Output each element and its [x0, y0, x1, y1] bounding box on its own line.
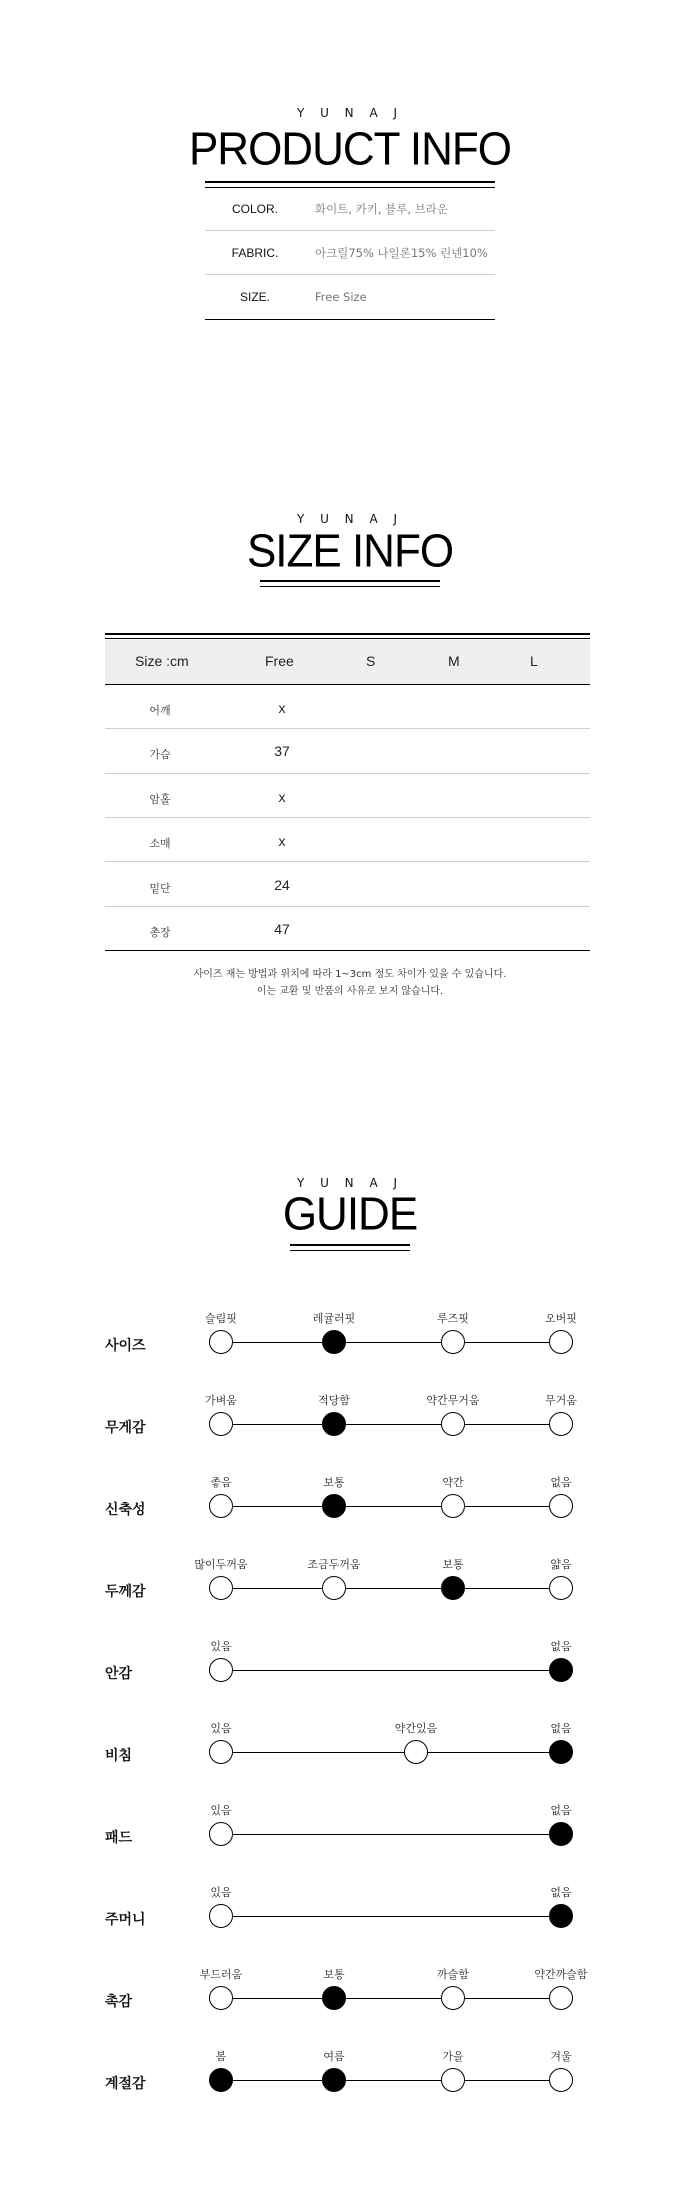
size-table-header-m: M: [448, 653, 460, 669]
guide-option-dot: [441, 1330, 465, 1354]
guide-option-label: 있음: [210, 1886, 232, 1899]
size-table-rule-top-2: [105, 638, 590, 639]
guide-row-track: [221, 1670, 561, 1671]
guide-option-label: 적당함: [318, 1394, 350, 1407]
size-info-title-underline-2: [260, 586, 440, 587]
guide-option-dot-selected: [549, 1740, 573, 1764]
guide-option-dot: [441, 2068, 465, 2092]
size-table-header-size: Size :cm: [135, 653, 189, 669]
guide-option-dot: [549, 1494, 573, 1518]
product-info-rule-top: [205, 181, 495, 183]
guide-row-label: 계절감: [105, 2076, 146, 2092]
size-note-line2: 이는 교환 및 반품의 사유로 보지 않습니다.: [256, 986, 444, 997]
guide-option-label: 조금두꺼움: [307, 1558, 361, 1571]
size-row-value: x: [278, 833, 286, 849]
guide-row-label: 비침: [105, 1748, 133, 1764]
guide-option-label: 봄: [215, 2050, 227, 2063]
guide-option-dot: [549, 1330, 573, 1354]
guide-brand: Y U N A J: [296, 1176, 404, 1190]
size-note-line1: 사이즈 재는 방법과 위치에 따라 1~3cm 정도 차이가 있을 수 있습니다.: [193, 969, 507, 980]
product-info-fabric-value: 아크릴75% 나일론15% 린넨10%: [315, 246, 488, 260]
guide-option-label: 없음: [550, 1476, 572, 1489]
size-row-label: 가슴: [149, 748, 171, 761]
size-row-divider: [105, 817, 590, 818]
size-info-title: SIZE INFO: [246, 525, 454, 578]
guide-option-label: 좋음: [210, 1476, 232, 1489]
size-row-label: 암홀: [149, 793, 171, 806]
guide-row-label: 사이즈: [105, 1338, 146, 1354]
size-row-label: 어깨: [149, 704, 171, 717]
guide-title-underline: [290, 1244, 410, 1246]
size-table-header-l: L: [530, 653, 538, 669]
guide-option-dot: [209, 1494, 233, 1518]
guide-option-dot: [441, 1986, 465, 2010]
guide-option-label: 약간무거움: [426, 1394, 480, 1407]
guide-option-label: 가벼움: [205, 1394, 237, 1407]
guide-row-label: 주머니: [105, 1912, 146, 1928]
guide-option-label: 약간까슬함: [534, 1968, 588, 1981]
guide-option-label: 부드러움: [199, 1968, 243, 1981]
guide-row-label: 촉감: [105, 1994, 133, 2010]
guide-option-label: 많이두꺼움: [194, 1558, 248, 1571]
guide-option-dot: [404, 1740, 428, 1764]
guide-option-label: 레귤러핏: [312, 1312, 356, 1325]
guide-option-dot: [441, 1412, 465, 1436]
guide-title-underline-2: [290, 1250, 410, 1251]
guide-row-track: [221, 1588, 561, 1589]
guide-row-track: [221, 1342, 561, 1343]
guide-option-dot: [209, 1330, 233, 1354]
guide-option-dot-selected: [441, 1576, 465, 1600]
guide-option-dot: [209, 1658, 233, 1682]
size-row-divider: [105, 728, 590, 729]
guide-option-dot-selected: [322, 1330, 346, 1354]
size-row-value: x: [278, 700, 286, 716]
size-table-header-s: S: [366, 653, 376, 669]
guide-option-label: 없음: [550, 1722, 572, 1735]
guide-option-dot-selected: [209, 2068, 233, 2092]
size-row-value: 37: [274, 743, 290, 759]
size-row-value: 47: [274, 921, 290, 937]
guide-option-dot: [209, 1904, 233, 1928]
guide-option-dot-selected: [322, 2068, 346, 2092]
product-info-rule-top-2: [205, 187, 495, 188]
guide-option-label: 없음: [550, 1640, 572, 1653]
product-info-brand: Y U N A J: [296, 106, 404, 120]
guide-row-label: 패드: [105, 1830, 133, 1846]
guide-option-dot: [549, 1576, 573, 1600]
guide-option-dot: [209, 1986, 233, 2010]
guide-option-dot: [549, 1412, 573, 1436]
guide-row-track: [221, 1506, 561, 1507]
product-info-size-label: SIZE.: [239, 290, 270, 304]
size-row-divider: [105, 861, 590, 862]
guide-option-dot: [549, 1986, 573, 2010]
guide-row-track: [221, 1834, 561, 1835]
guide-option-dot-selected: [549, 1904, 573, 1928]
guide-option-label: 보통: [323, 1476, 345, 1489]
guide-row-label: 두께감: [105, 1584, 146, 1600]
size-info-brand: Y U N A J: [296, 512, 404, 526]
guide-option-label: 까슬함: [437, 1968, 469, 1981]
guide-option-dot-selected: [549, 1658, 573, 1682]
guide-row-track: [221, 2080, 561, 2081]
size-row-divider: [105, 906, 590, 907]
product-info-color-label: COLOR.: [231, 202, 278, 216]
product-info-fabric-label: FABRIC.: [231, 246, 279, 260]
guide-option-label: 보통: [442, 1558, 464, 1571]
size-table-header-free: Free: [265, 653, 294, 669]
guide-option-dot: [209, 1822, 233, 1846]
guide-row-label: 무게감: [105, 1420, 146, 1436]
guide-option-label: 없음: [550, 1804, 572, 1817]
product-info-color-value: 화이트, 카키, 블루, 브라운: [315, 202, 449, 216]
guide-option-label: 슬림핏: [205, 1312, 237, 1325]
guide-option-label: 여름: [323, 2050, 345, 2063]
guide-option-label: 약간있음: [394, 1722, 438, 1735]
guide-option-dot-selected: [549, 1822, 573, 1846]
size-row-label: 소매: [149, 837, 171, 850]
size-table-rule-bottom: [105, 950, 590, 951]
guide-option-dot: [209, 1576, 233, 1600]
product-info-divider: [205, 274, 495, 275]
guide-title: GUIDE: [282, 1188, 418, 1241]
guide-option-label: 있음: [210, 1722, 232, 1735]
guide-row-track: [221, 1424, 561, 1425]
size-table-header-rule: [105, 684, 590, 685]
size-row-divider: [105, 773, 590, 774]
product-info-divider: [205, 230, 495, 231]
guide-row-track: [221, 1916, 561, 1917]
guide-option-label: 약간: [442, 1476, 464, 1489]
guide-option-dot-selected: [322, 1494, 346, 1518]
guide-option-dot: [441, 1494, 465, 1518]
size-row-value: 24: [274, 877, 290, 893]
size-table-rule-top: [105, 633, 590, 635]
size-row-label: 밑단: [149, 882, 171, 895]
guide-option-dot: [322, 1576, 346, 1600]
guide-option-dot: [209, 1740, 233, 1764]
guide-option-dot-selected: [322, 1412, 346, 1436]
guide-option-label: 보통: [323, 1968, 345, 1981]
guide-option-label: 있음: [210, 1804, 232, 1817]
guide-option-label: 무거움: [545, 1394, 577, 1407]
product-info-size-value: Free Size: [315, 290, 367, 304]
guide-option-label: 없음: [550, 1886, 572, 1899]
guide-row-track: [221, 1752, 561, 1753]
guide-row-track: [221, 1998, 561, 1999]
product-info-title: PRODUCT INFO: [188, 123, 512, 176]
guide-option-label: 얇음: [550, 1558, 572, 1571]
guide-option-dot-selected: [322, 1986, 346, 2010]
guide-row-label: 안감: [105, 1666, 133, 1682]
guide-option-label: 오버핏: [545, 1312, 577, 1325]
guide-option-label: 가을: [442, 2050, 464, 2063]
guide-option-label: 겨울: [550, 2050, 572, 2063]
guide-option-label: 있음: [210, 1640, 232, 1653]
guide-option-dot: [549, 2068, 573, 2092]
product-info-rule-bottom: [205, 319, 495, 320]
guide-row-label: 신축성: [105, 1502, 146, 1518]
size-info-title-underline: [260, 580, 440, 582]
size-row-label: 총장: [149, 926, 171, 939]
size-row-value: x: [278, 789, 286, 805]
guide-option-label: 루즈핏: [437, 1312, 469, 1325]
guide-option-dot: [209, 1412, 233, 1436]
